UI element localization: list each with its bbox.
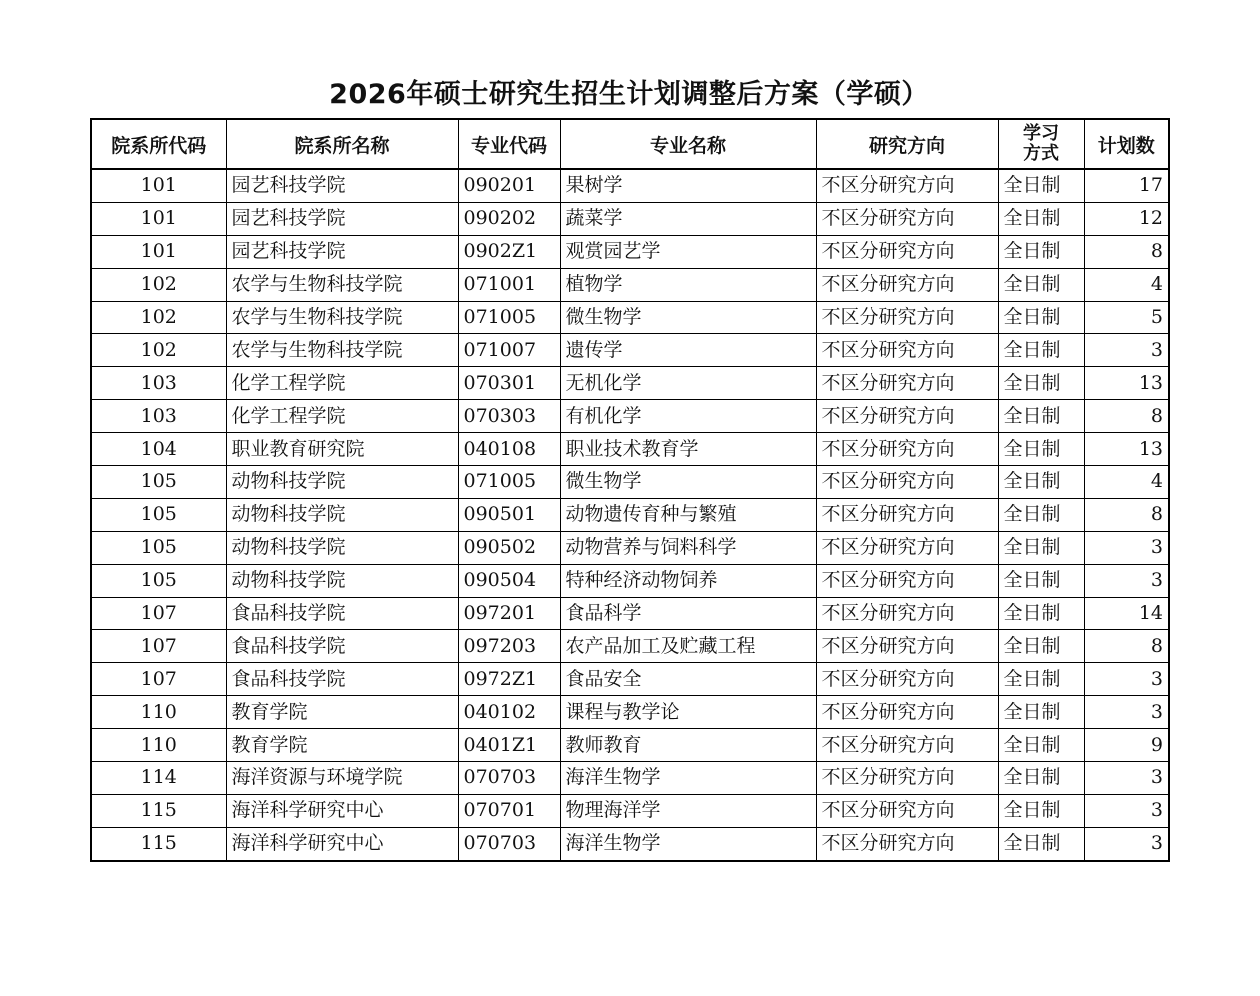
table-row <box>91 531 1169 564</box>
table-row <box>91 301 1169 334</box>
cell-major-name: 海洋生物学 <box>560 762 816 795</box>
cell-dept-name: 园艺科技学院 <box>226 235 458 268</box>
cell-direction: 不区分研究方向 <box>816 433 998 466</box>
cell-dept-code: 102 <box>91 301 226 334</box>
cell-major-code: 097203 <box>458 630 560 663</box>
cell-direction: 不区分研究方向 <box>816 498 998 531</box>
table-row <box>91 597 1169 630</box>
cell-direction: 不区分研究方向 <box>816 663 998 696</box>
cell-major-name: 食品安全 <box>560 663 816 696</box>
cell-dept-name: 教育学院 <box>226 696 458 729</box>
cell-major-code: 0972Z1 <box>458 663 560 696</box>
cell-plan-count: 12 <box>1084 202 1169 235</box>
cell-major-name: 教师教育 <box>560 729 816 762</box>
cell-study-mode: 全日制 <box>998 696 1084 729</box>
cell-direction: 不区分研究方向 <box>816 827 998 860</box>
cell-plan-count: 3 <box>1084 564 1169 597</box>
cell-direction: 不区分研究方向 <box>816 531 998 564</box>
cell-study-mode: 全日制 <box>998 794 1084 827</box>
cell-major-name: 果树学 <box>560 169 816 202</box>
table-row <box>91 169 1169 202</box>
cell-plan-count: 3 <box>1084 334 1169 367</box>
cell-dept-name: 海洋科学研究中心 <box>226 827 458 860</box>
cell-plan-count: 9 <box>1084 729 1169 762</box>
cell-major-code: 071001 <box>458 268 560 301</box>
cell-study-mode: 全日制 <box>998 498 1084 531</box>
cell-study-mode: 全日制 <box>998 235 1084 268</box>
cell-plan-count: 8 <box>1084 400 1169 433</box>
table-row <box>91 367 1169 400</box>
cell-study-mode: 全日制 <box>998 301 1084 334</box>
table-row <box>91 498 1169 531</box>
cell-direction: 不区分研究方向 <box>816 367 998 400</box>
table-body <box>91 169 1169 861</box>
cell-dept-code: 105 <box>91 531 226 564</box>
cell-plan-count: 4 <box>1084 268 1169 301</box>
cell-major-name: 微生物学 <box>560 466 816 499</box>
table-row <box>91 794 1169 827</box>
table-row <box>91 202 1169 235</box>
cell-plan-count: 3 <box>1084 663 1169 696</box>
cell-dept-code: 107 <box>91 597 226 630</box>
header-plan-count: 计划数 <box>1084 119 1169 169</box>
cell-direction: 不区分研究方向 <box>816 334 998 367</box>
cell-direction: 不区分研究方向 <box>816 169 998 202</box>
cell-direction: 不区分研究方向 <box>816 696 998 729</box>
cell-major-code: 090502 <box>458 531 560 564</box>
cell-dept-code: 115 <box>91 827 226 860</box>
cell-major-name: 特种经济动物饲养 <box>560 564 816 597</box>
header-study-mode-line1: 学习 <box>1023 123 1059 144</box>
cell-study-mode: 全日制 <box>998 334 1084 367</box>
cell-major-code: 070703 <box>458 762 560 795</box>
cell-dept-code: 104 <box>91 433 226 466</box>
cell-study-mode: 全日制 <box>998 367 1084 400</box>
cell-plan-count: 5 <box>1084 301 1169 334</box>
cell-dept-name: 农学与生物科技学院 <box>226 268 458 301</box>
cell-major-name: 微生物学 <box>560 301 816 334</box>
cell-dept-name: 动物科技学院 <box>226 466 458 499</box>
cell-study-mode: 全日制 <box>998 466 1084 499</box>
cell-major-code: 071007 <box>458 334 560 367</box>
header-direction: 研究方向 <box>816 119 998 169</box>
cell-dept-name: 园艺科技学院 <box>226 169 458 202</box>
cell-plan-count: 8 <box>1084 235 1169 268</box>
cell-dept-name: 化学工程学院 <box>226 367 458 400</box>
cell-major-code: 090504 <box>458 564 560 597</box>
cell-dept-code: 102 <box>91 268 226 301</box>
cell-plan-count: 8 <box>1084 630 1169 663</box>
cell-major-code: 090501 <box>458 498 560 531</box>
cell-dept-code: 114 <box>91 762 226 795</box>
cell-major-name: 课程与教学论 <box>560 696 816 729</box>
cell-dept-code: 110 <box>91 696 226 729</box>
table-row <box>91 630 1169 663</box>
cell-study-mode: 全日制 <box>998 268 1084 301</box>
cell-dept-code: 107 <box>91 663 226 696</box>
cell-major-name: 无机化学 <box>560 367 816 400</box>
cell-study-mode: 全日制 <box>998 827 1084 860</box>
cell-dept-code: 110 <box>91 729 226 762</box>
cell-plan-count: 13 <box>1084 367 1169 400</box>
cell-dept-name: 海洋资源与环境学院 <box>226 762 458 795</box>
cell-plan-count: 4 <box>1084 466 1169 499</box>
cell-dept-name: 园艺科技学院 <box>226 202 458 235</box>
cell-dept-code: 101 <box>91 169 226 202</box>
cell-dept-name: 动物科技学院 <box>226 531 458 564</box>
cell-direction: 不区分研究方向 <box>816 301 998 334</box>
cell-major-name: 动物遗传育种与繁殖 <box>560 498 816 531</box>
cell-direction: 不区分研究方向 <box>816 630 998 663</box>
cell-study-mode: 全日制 <box>998 762 1084 795</box>
cell-major-code: 070301 <box>458 367 560 400</box>
cell-dept-code: 105 <box>91 564 226 597</box>
cell-major-code: 071005 <box>458 466 560 499</box>
cell-direction: 不区分研究方向 <box>816 762 998 795</box>
cell-plan-count: 14 <box>1084 597 1169 630</box>
cell-major-code: 070703 <box>458 827 560 860</box>
cell-study-mode: 全日制 <box>998 400 1084 433</box>
cell-study-mode: 全日制 <box>998 663 1084 696</box>
header-major-code: 专业代码 <box>458 119 560 169</box>
cell-dept-code: 101 <box>91 202 226 235</box>
table-header-row <box>91 119 1169 169</box>
table-row <box>91 827 1169 860</box>
cell-major-name: 海洋生物学 <box>560 827 816 860</box>
cell-major-name: 有机化学 <box>560 400 816 433</box>
cell-plan-count: 3 <box>1084 531 1169 564</box>
table-row <box>91 466 1169 499</box>
cell-direction: 不区分研究方向 <box>816 466 998 499</box>
cell-study-mode: 全日制 <box>998 202 1084 235</box>
cell-plan-count: 13 <box>1084 433 1169 466</box>
cell-dept-code: 105 <box>91 498 226 531</box>
cell-major-name: 农产品加工及贮藏工程 <box>560 630 816 663</box>
cell-major-name: 植物学 <box>560 268 816 301</box>
cell-major-name: 观赏园艺学 <box>560 235 816 268</box>
cell-study-mode: 全日制 <box>998 630 1084 663</box>
cell-study-mode: 全日制 <box>998 564 1084 597</box>
cell-dept-code: 105 <box>91 466 226 499</box>
cell-direction: 不区分研究方向 <box>816 597 998 630</box>
table-row <box>91 663 1169 696</box>
cell-dept-code: 115 <box>91 794 226 827</box>
cell-major-code: 040102 <box>458 696 560 729</box>
cell-study-mode: 全日制 <box>998 169 1084 202</box>
cell-major-code: 097201 <box>458 597 560 630</box>
cell-major-code: 0401Z1 <box>458 729 560 762</box>
cell-direction: 不区分研究方向 <box>816 729 998 762</box>
cell-dept-code: 101 <box>91 235 226 268</box>
header-study-mode-line2: 方式 <box>1023 143 1059 164</box>
table-row <box>91 762 1169 795</box>
header-dept-code: 院系所代码 <box>91 119 226 169</box>
table-row <box>91 235 1169 268</box>
cell-study-mode: 全日制 <box>998 729 1084 762</box>
cell-direction: 不区分研究方向 <box>816 235 998 268</box>
cell-dept-code: 102 <box>91 334 226 367</box>
cell-major-code: 071005 <box>458 301 560 334</box>
cell-major-name: 动物营养与饲料科学 <box>560 531 816 564</box>
cell-study-mode: 全日制 <box>998 597 1084 630</box>
enrollment-plan-table <box>90 118 1170 862</box>
table-row <box>91 334 1169 367</box>
cell-dept-name: 海洋科学研究中心 <box>226 794 458 827</box>
cell-direction: 不区分研究方向 <box>816 564 998 597</box>
table-row <box>91 268 1169 301</box>
table-row <box>91 400 1169 433</box>
cell-dept-code: 107 <box>91 630 226 663</box>
cell-dept-name: 农学与生物科技学院 <box>226 301 458 334</box>
cell-major-name: 职业技术教育学 <box>560 433 816 466</box>
header-major-name: 专业名称 <box>560 119 816 169</box>
cell-major-name: 遗传学 <box>560 334 816 367</box>
cell-dept-name: 农学与生物科技学院 <box>226 334 458 367</box>
cell-dept-code: 103 <box>91 367 226 400</box>
cell-plan-count: 8 <box>1084 498 1169 531</box>
cell-plan-count: 3 <box>1084 827 1169 860</box>
cell-dept-name: 职业教育研究院 <box>226 433 458 466</box>
cell-direction: 不区分研究方向 <box>816 400 998 433</box>
cell-dept-name: 教育学院 <box>226 729 458 762</box>
cell-study-mode: 全日制 <box>998 531 1084 564</box>
page-title: 2026年硕士研究生招生计划调整后方案（学硕） <box>329 79 929 110</box>
cell-dept-name: 动物科技学院 <box>226 498 458 531</box>
cell-dept-name: 食品科技学院 <box>226 663 458 696</box>
cell-major-code: 070303 <box>458 400 560 433</box>
cell-plan-count: 3 <box>1084 794 1169 827</box>
cell-dept-name: 动物科技学院 <box>226 564 458 597</box>
cell-dept-code: 103 <box>91 400 226 433</box>
cell-major-code: 070701 <box>458 794 560 827</box>
cell-direction: 不区分研究方向 <box>816 268 998 301</box>
cell-dept-name: 食品科技学院 <box>226 597 458 630</box>
table-row <box>91 729 1169 762</box>
cell-major-code: 090201 <box>458 169 560 202</box>
cell-study-mode: 全日制 <box>998 433 1084 466</box>
cell-direction: 不区分研究方向 <box>816 202 998 235</box>
cell-plan-count: 3 <box>1084 762 1169 795</box>
header-study-mode <box>998 119 1084 169</box>
cell-plan-count: 17 <box>1084 169 1169 202</box>
cell-dept-name: 食品科技学院 <box>226 630 458 663</box>
cell-major-code: 090202 <box>458 202 560 235</box>
table-row <box>91 564 1169 597</box>
cell-plan-count: 3 <box>1084 696 1169 729</box>
header-dept-name: 院系所名称 <box>226 119 458 169</box>
table-row <box>91 696 1169 729</box>
cell-major-name: 食品科学 <box>560 597 816 630</box>
cell-dept-name: 化学工程学院 <box>226 400 458 433</box>
cell-major-name: 蔬菜学 <box>560 202 816 235</box>
cell-direction: 不区分研究方向 <box>816 794 998 827</box>
cell-major-code: 040108 <box>458 433 560 466</box>
table-row <box>91 433 1169 466</box>
cell-major-code: 0902Z1 <box>458 235 560 268</box>
cell-major-name: 物理海洋学 <box>560 794 816 827</box>
